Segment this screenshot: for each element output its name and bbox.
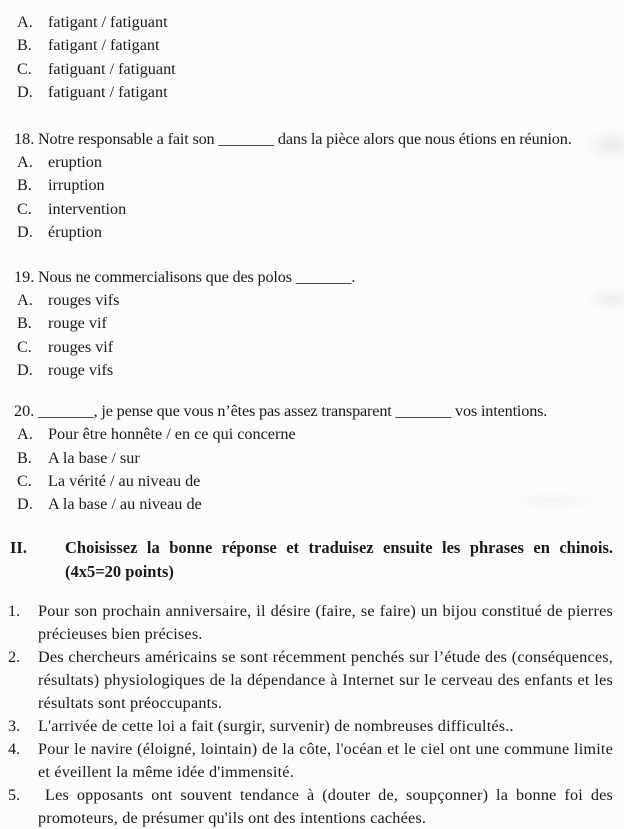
option-row [17,312,624,335]
list-item [8,784,624,829]
option-text: fatiguant / fatigant [48,83,168,102]
question-stem: Nous ne commercialisons que des polos _______. [38,267,356,286]
option-row [17,336,624,359]
option-letter: A. [17,291,33,310]
option-text: eruption [48,153,102,172]
option-letter: C. [17,471,32,490]
option-text: fatigant / fatigant [48,36,160,55]
question-18 [0,128,624,245]
option-letter: D. [17,83,33,102]
option-row [17,58,624,81]
option-text: A la base / sur [48,448,140,467]
option-text: Pour être honnête / en ce qui concerne [48,425,296,444]
item-number: 2. [8,647,21,666]
question-stem-row [14,400,624,423]
list-item [8,600,624,646]
option-letter: C. [17,337,32,356]
question-number: 19. [14,267,35,286]
section-2-heading [10,536,624,584]
option-row [17,423,624,446]
section-points: (4x5=20 points) [65,561,174,581]
item-number: 1. [8,601,21,620]
question-19 [0,266,624,383]
option-row [17,81,624,104]
option-text: La vérité / au niveau de [48,471,201,490]
option-row [17,198,624,221]
option-letter: B. [17,36,32,55]
section-numeral: II. [10,537,27,557]
option-text: rouge vifs [48,361,114,380]
translation-items [0,600,624,829]
option-letter: D. [17,495,33,514]
list-item [8,646,624,715]
item-number: 4. [8,739,21,758]
option-row [17,11,624,34]
question-20 [0,400,624,517]
option-row [17,359,624,382]
option-text: A la base / au niveau de [48,495,202,514]
option-letter: B. [17,448,32,467]
option-letter: D. [17,223,33,242]
option-letter: B. [17,314,32,333]
question-stem: Notre responsable a fait son _______ dans la pièce alors que nous étions en réunion. [38,129,572,148]
option-text: fatigant / fatiguant [48,13,168,31]
option-row [17,34,624,57]
item-number: 5. [8,785,21,804]
option-row [17,289,624,312]
option-letter: A. [17,425,33,444]
option-row [17,493,624,516]
question-number: 18. [14,129,35,148]
option-text: intervention [48,199,127,218]
option-row [17,470,624,493]
item-number: 3. [8,716,21,735]
question-stem-row [14,266,624,289]
item-text: Pour son prochain anniversaire, il désire (faire, se faire) un bijou constitué de pierres précieuses bien précises. [38,601,613,643]
item-text: Des chercheurs américains se sont récemment penchés sur l’étude des (conséquences, résultats) physiologiques de la dépendance à Internet sur le cerveau des enfants et les résultats sont préoccupants. [38,647,613,712]
question-number: 20. [14,401,35,420]
question-stem: _______, je pense que vous n’êtes pas assez transparent _______ vos intentions. [38,401,548,420]
item-text: Les opposants ont souvent tendance à (douter de, soupçonner) la bonne foi des promoteurs, de présumer qu'ils ont des intentions cachées. [38,785,613,827]
option-text: rouge vif [48,314,107,333]
option-letter: C. [17,199,32,218]
section-title-line1: Choisissez la bonne réponse et traduisez ensuite les phrases en chinois. [65,537,613,557]
section-title [65,536,613,584]
option-letter: B. [17,176,32,195]
option-text: irruption [48,176,105,195]
option-row [17,174,624,197]
item-text: L'arrivée de cette loi a fait (surgir, survenir) de nombreuses difficultés.. [38,716,514,735]
option-letter: D. [17,361,33,380]
item-text: Pour le navire (éloigné, lointain) de la côte, l'océan et le ciel ont une commune limite et éveillent la même idée d'immensité. [38,739,613,781]
option-letter: A. [17,153,33,172]
list-item [8,738,624,784]
option-text: rouges vifs [48,291,120,310]
option-text: rouges vif [48,337,114,356]
option-row [17,221,624,244]
question-17-options [0,11,624,105]
option-text: éruption [48,223,102,242]
option-row [17,447,624,470]
question-stem-row [14,128,624,151]
option-text: fatiguant / fatiguant [48,59,176,78]
list-item [8,715,624,738]
option-letter: A. [17,13,33,31]
option-row [17,151,624,174]
option-letter: C. [17,59,32,78]
